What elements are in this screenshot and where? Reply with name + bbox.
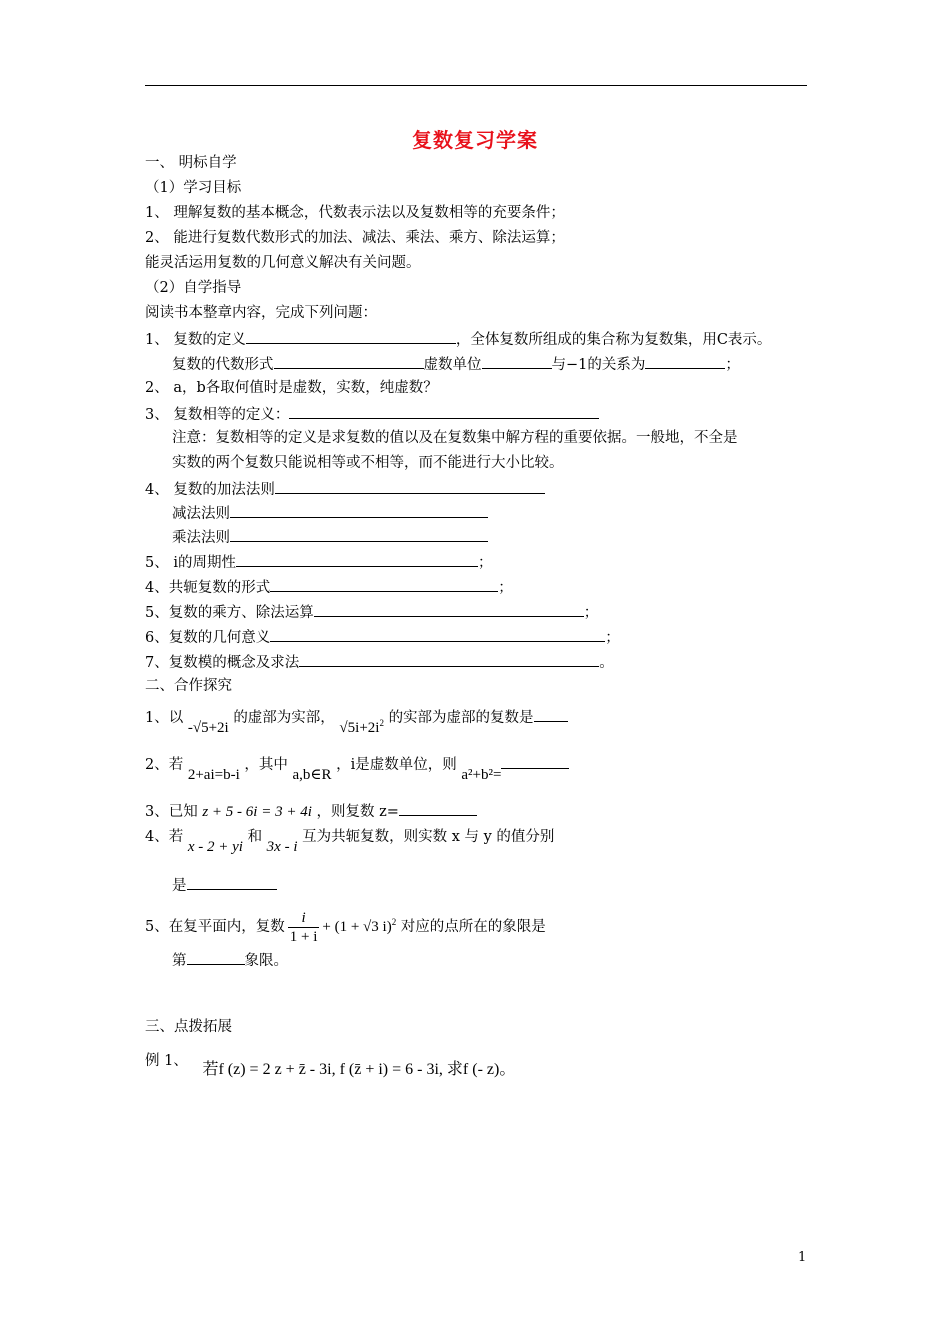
blank[interactable]: [187, 875, 277, 890]
header-rule: [145, 85, 807, 86]
math-expression: 若f (z) = 2 z + z̄ - 3i, f (z̄ + i) = 6 - 3i, 求f (- z)。: [202, 1061, 516, 1078]
question-4: 4、 复数的加法法则: [145, 479, 545, 499]
page-title: 复数复习学案: [412, 128, 538, 152]
question-9: 7、复数模的概念及求法 。: [145, 652, 614, 672]
question-4c: 乘法法则: [172, 527, 488, 547]
math-expression: z + 5 - 6i = 3 + 4i: [202, 804, 312, 820]
fraction: $\frac{i}{1 + i}$: [289, 909, 318, 945]
problem-1: 1、以 -√5+2i 的虚部为实部， $√5i+2i^2$ 的实部为虚部的复数是: [145, 704, 568, 727]
example-1: 例 1、 若f (z) = 2 z + z̄ - 3i, f (z̄ + i) = 6 - 3i, 求f (- z)。: [145, 1053, 516, 1078]
math-expression: a,b∈R: [292, 767, 332, 783]
math-expression: + (1 + √3 i)$^2$: [322, 917, 397, 935]
math-expression: 2+ai=b-i: [187, 767, 240, 783]
section1-heading: 一、 明标自学: [145, 155, 237, 171]
blank[interactable]: [534, 707, 568, 722]
math-expression: a²+b²=: [461, 767, 502, 783]
problem-5-line2: 第 象限。: [172, 950, 288, 970]
question-4b: 减法法则: [172, 503, 488, 523]
blank[interactable]: [645, 354, 725, 369]
blank[interactable]: [501, 754, 569, 769]
question-5: 5、 i的周期性 ；: [145, 552, 492, 572]
blank[interactable]: [187, 950, 245, 965]
question-3: 3、 复数相等的定义：: [145, 404, 599, 424]
note-line-1: 注意：复数相等的定义是求复数的值以及在复数集中解方程的重要依据。一般地，不全是: [172, 430, 738, 446]
goal-1: 1、 理解复数的基本概念，代数表示法以及复数相等的充要条件；: [145, 205, 565, 221]
section1-sub1: （1）学习目标: [145, 180, 242, 196]
math-expression: -√5+2i: [187, 720, 229, 736]
note-line-2: 实数的两个复数只能说相等或不相等，而不能进行大小比较。: [172, 455, 564, 471]
blank[interactable]: [299, 652, 599, 667]
blank[interactable]: [314, 602, 584, 617]
blank[interactable]: [275, 479, 545, 494]
reading-intro: 阅读书本整章内容，完成下列问题：: [145, 305, 377, 321]
blank[interactable]: [246, 329, 456, 344]
section1-sub2: （2）自学指导: [145, 280, 242, 296]
question-2: 2、 a，b各取何值时是虚数，实数，纯虚数？: [145, 380, 438, 396]
section2-heading: 二、合作探究: [145, 678, 232, 694]
question-1a: 1、 复数的定义 ，全体复数所组成的集合称为复数集，用C表示。: [145, 329, 771, 349]
blank[interactable]: [482, 354, 552, 369]
blank[interactable]: [399, 801, 477, 816]
math-expression: 3x - i: [266, 839, 298, 855]
blank[interactable]: [270, 577, 498, 592]
blank[interactable]: [289, 404, 599, 419]
math-expression: $√5i+2i^2$: [339, 718, 384, 736]
goal-2: 2、 能进行复数代数形式的加法、减法、乘法、乘方、除法运算；: [145, 230, 565, 246]
blank[interactable]: [274, 354, 424, 369]
goal-3: 能灵活运用复数的几何意义解决有关问题。: [145, 255, 421, 271]
section3-heading: 三、点拨拓展: [145, 1019, 232, 1035]
blank[interactable]: [230, 503, 488, 518]
blank[interactable]: [270, 627, 605, 642]
problem-2: 2、若 2+ai=b-i ，其中 a,b∈R ，i是虚数单位，则 a²+b²=: [145, 754, 569, 774]
math-expression: x - 2 + yi: [187, 839, 243, 855]
question-7: 5、复数的乘方、除法运算 ；: [145, 602, 598, 622]
problem-5: 5、在复平面内，复数 $\frac{i}{1 + i}$ + (1 + √3 i)$^2$ 对应的点所在的象限是: [145, 909, 546, 945]
question-1b: 复数的代数形式 虚数单位 与−1的关系为 ；: [172, 354, 740, 374]
question-6: 4、共轭复数的形式 ；: [145, 577, 513, 597]
page-number: 1: [798, 1250, 807, 1265]
problem-3: 3、已知 z + 5 - 6i = 3 + 4i ，则复数 z=: [145, 801, 477, 821]
problem-4: 4、若 x - 2 + yi 和 3x - i 互为共轭复数，则实数 x 与 y 的值分别: [145, 829, 555, 855]
blank[interactable]: [236, 552, 478, 567]
problem-4-line2: 是: [172, 875, 277, 895]
blank[interactable]: [230, 527, 488, 542]
question-8: 6、复数的几何意义 ；: [145, 627, 620, 647]
